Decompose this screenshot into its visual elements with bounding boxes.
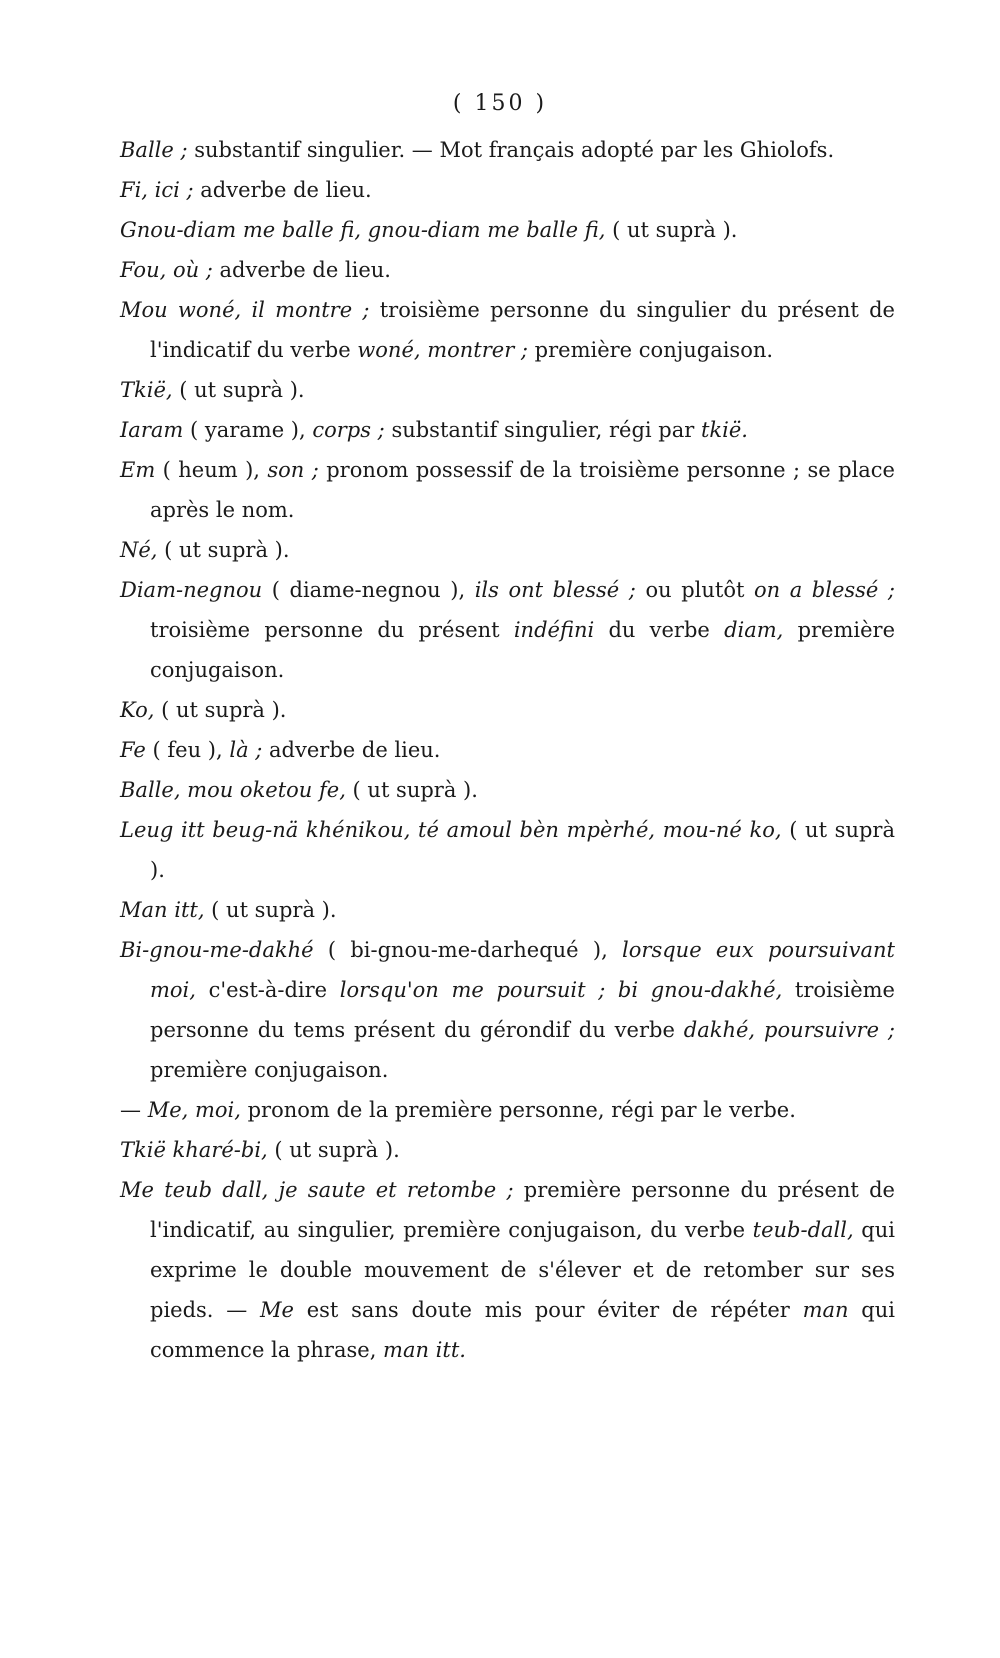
entry-text: ( ut suprà ).	[150, 818, 895, 882]
glossary-entry	[120, 530, 895, 570]
entry-term: lorsque eux poursuivant moi,	[150, 938, 895, 1002]
entry-term: Né,	[120, 538, 158, 562]
entry-term: Leug itt beug-nä khénikou, té amoul bèn mpèrhé, mou-né ko,	[120, 818, 782, 842]
glossary-entry	[120, 290, 895, 370]
entry-term: Fi, ici ;	[120, 178, 194, 202]
entry-text: ( bi-gnou-me-darhequé ),	[313, 938, 623, 962]
entry-text: substantif singulier. — Mot français adopté par les Ghiolofs.	[187, 138, 835, 162]
entry-term: Tkië kharé-bi,	[120, 1138, 268, 1162]
entry-term: son ;	[267, 458, 319, 482]
glossary-entry	[120, 690, 895, 730]
entry-text: adverbe de lieu.	[262, 738, 441, 762]
entry-term: ils ont blessé ;	[474, 578, 636, 602]
glossary-entry	[120, 370, 895, 410]
entry-term: woné, montrer ;	[357, 338, 528, 362]
glossary-entry	[120, 810, 895, 890]
glossary-entry	[120, 730, 895, 770]
entry-text: ( ut suprà ).	[172, 378, 305, 402]
glossary-entry	[120, 450, 895, 530]
entry-text: substantif singulier, régi par	[384, 418, 701, 442]
entry-text: troisième personne du singulier du présent de l'indicatif du verbe	[150, 298, 895, 362]
page-number: ( 150 )	[452, 91, 548, 116]
entry-term: on a blessé ;	[753, 578, 896, 602]
entry-term: Man itt,	[120, 898, 205, 922]
entry-text: qui exprime le double mouvement de s'élever et de retomber sur ses pieds. —	[150, 1218, 895, 1322]
glossary-entry	[120, 1130, 895, 1170]
entry-term: Diam-negnou	[120, 578, 263, 602]
glossary-entry	[120, 130, 895, 170]
entry-term: Fou, où ;	[120, 258, 213, 282]
entry-term: man itt.	[383, 1338, 466, 1362]
entry-term: diam,	[724, 618, 784, 642]
entry-term: Me	[260, 1298, 294, 1322]
entry-term: Mou woné, il montre ;	[120, 298, 370, 322]
entry-text: ( ut suprà ).	[605, 218, 738, 242]
entry-term: Tkië,	[120, 378, 173, 402]
entry-text: du verbe	[594, 618, 725, 642]
glossary-entry	[120, 770, 895, 810]
entry-text: ou plutôt	[635, 578, 754, 602]
entry-text: première personne du présent de l'indicatif, au singulier, première conjugaison, du verbe	[150, 1178, 895, 1242]
entry-term: Balle ;	[120, 138, 188, 162]
entry-text: première conjugaison.	[150, 618, 895, 682]
entry-term: Gnou-diam me balle fi, gnou-diam me balle fi,	[120, 218, 606, 242]
entry-term: corps ;	[312, 418, 385, 442]
entry-text: première conjugaison.	[150, 1058, 389, 1082]
entry-term: Em	[120, 458, 156, 482]
entry-text: adverbe de lieu.	[193, 178, 372, 202]
glossary-entry	[120, 1170, 895, 1370]
entry-text: ( ut suprà ).	[157, 538, 290, 562]
entry-text: ( ut suprà ).	[345, 778, 478, 802]
entry-term: Me teub dall, je saute et retombe ;	[120, 1178, 514, 1202]
entry-text: troisième personne du tems présent du gérondif du verbe	[150, 978, 895, 1042]
entry-term: dakhé, poursuivre ;	[683, 1018, 895, 1042]
entry-text: c'est-à-dire	[195, 978, 340, 1002]
entry-text: ( heum ),	[155, 458, 268, 482]
entry-text: ( ut suprà ).	[154, 698, 287, 722]
entry-term: man	[802, 1298, 849, 1322]
entry-text: ( feu ),	[145, 738, 230, 762]
entry-text: adverbe de lieu.	[212, 258, 391, 282]
glossary-entry	[120, 210, 895, 250]
entry-text: ( diame-negnou ),	[262, 578, 475, 602]
entry-term: indéfini	[513, 618, 595, 642]
entry-text: est sans doute mis pour éviter de répéter	[293, 1298, 803, 1322]
entry-term: Bi-gnou-me-dakhé	[120, 938, 314, 962]
entry-term: Iaram	[120, 418, 184, 442]
glossary-entry	[120, 410, 895, 450]
entry-term: teub-dall,	[752, 1218, 854, 1242]
entry-text: pronom de la première personne, régi par le verbe.	[240, 1098, 796, 1122]
glossary-entry	[120, 930, 895, 1090]
entry-text: première conjugaison.	[528, 338, 774, 362]
note-dash: —	[120, 1098, 148, 1122]
entry-text: ( ut suprà ).	[204, 898, 337, 922]
entry-term: Ko,	[120, 698, 155, 722]
glossary-entry	[120, 570, 895, 690]
glossary-note	[120, 1090, 895, 1130]
glossary-entry	[120, 250, 895, 290]
entry-text: ( ut suprà ).	[267, 1138, 400, 1162]
glossary-entries	[120, 130, 895, 1370]
entry-term: Fe	[120, 738, 146, 762]
entry-term: Balle, mou oketou fe,	[120, 778, 346, 802]
entry-term: Me, moi,	[147, 1098, 241, 1122]
glossary-entry	[120, 890, 895, 930]
entry-text: qui commence la phrase,	[150, 1298, 895, 1362]
entry-term: lorsqu'on me poursuit ; bi gnou-dakhé,	[339, 978, 783, 1002]
entry-term: tkië.	[700, 418, 748, 442]
entry-term: là ;	[229, 738, 263, 762]
entry-text: pronom possessif de la troisième personne ; se place après le nom.	[150, 458, 895, 522]
entry-text: ( yarame ),	[183, 418, 313, 442]
entry-text: troisième personne du présent	[150, 618, 514, 642]
glossary-entry	[120, 170, 895, 210]
